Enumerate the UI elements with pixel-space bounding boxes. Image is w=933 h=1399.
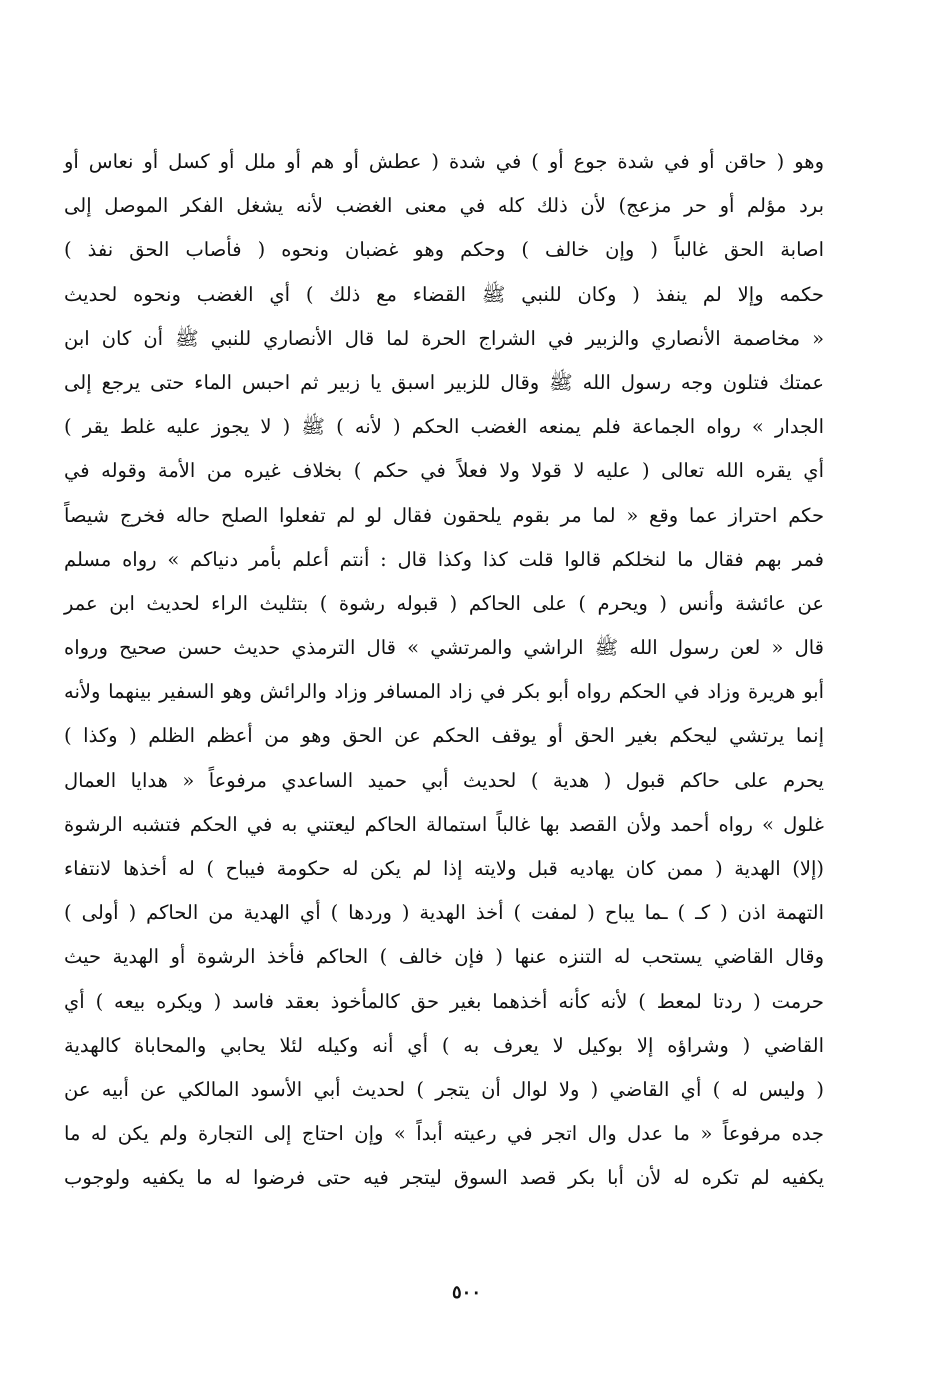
text-line: إنما يرتشي ليحكم بغير الحق أو يوقف الحكم عن الحق وهو من أعظم الظلم ( وكذا ) (64, 724, 824, 748)
text-line: اصابة الحق غالباً ( وإن خالف ) وحكم وهو غضبان ونحوه ( فأصاب الحق نفذ ) (64, 238, 825, 262)
text-line: غلول » رواه أحمد ولأن القصد بها غالباً استمالة الحاكم ليعتني به في الحكم فتشبه الرشوة (64, 812, 824, 836)
text-line: القاضي ( وشراؤه إلا بوكيل لا يعرف به ) أي أنه وكيله لئلا يحابي والمحاباة كالهدية (64, 1033, 824, 1057)
text-line: أي يقره الله تعالى ( عليه لا قولا ولا فعلاً في حكم ) بخلاف غيره من الأمة وقوله في (64, 459, 824, 483)
text-line: حكم احتراز عما وقع « لما مر بقوم يلحقون فقال لو لم تفعلوا الصلح حاله فخرج شيصاً (64, 503, 824, 527)
text-line: حكمه وإلا لم ينفذ ( وكان للنبي ﷺ القضاء مع ذلك ) أي الغضب ونحوه لحديث (64, 282, 824, 306)
text-line: يكفيه لم تكره له لأن أبا بكر قصد السوق ليتجر فيه حتى فرضوا له ما يكفيه ولوجوب (64, 1166, 824, 1190)
text-line: أبو هريرة وزاد في الحكم رواه أبو بكر في زاد المسافر وزاد والرائش وهو السفير بينهما ولأنه (64, 680, 824, 704)
text-line: عن عائشة وأنس ( ويحرم ) على الحاكم ( قبوله رشوة ) بتثليث الراء لحديث ابن عمر (64, 591, 824, 615)
text-line: يحرم على حاكم قبول ( هدية ) لحديث أبي حميد الساعدي مرفوعاً « هدايا العمال (64, 768, 824, 792)
text-line: فمر بهم فقال ما لنخلكم قالوا قلت كذا وكذا قال : أنتم أعلم بأمر دنياكم » رواه مسلم (64, 547, 824, 571)
text-line: « مخاصمة الأنصاري والزبير في الشراج الحرة لما قال الأنصاري للنبي ﷺ أن كان ابن (64, 326, 824, 350)
text-line: برد مؤلم أو حر مزعج) لأن ذلك كله في معنى الغضب لأنه يشغل الفكر الموصل إلى (64, 194, 824, 218)
body-text (64, 140, 824, 1201)
text-line: عمتك فتلون وجه رسول الله ﷺ وقال للزبير اسبق يا زبير ثم احبس الماء حتى يرجع إلى (64, 370, 824, 394)
text-line: (إلا) الهدية ( ممن كان يهاديه قبل ولايته إذا لم يكن له حكومة فيباح ) له أخذها لانتفاء (64, 857, 824, 880)
text-line: وهو ( حاقن أو في شدة جوع أو ) في شدة ( عطش أو هم أو ملل أو كسل أو نعاس أو (64, 150, 824, 173)
text-line: ( وليس له ) أي القاضي ( ولا لوال أن يتجر ) لحديث أبي الأسود المالكي عن أبيه عن (64, 1077, 824, 1101)
text-line: جده مرفوعاً « ما عدل وال اتجر في رعيته أبداً » وإن احتاج إلى التجارة ولم يكن له ما (64, 1122, 824, 1146)
text-line: قال « لعن رسول الله ﷺ الراشي والمرتشي » قال الترمذي حديث حسن صحيح ورواه (64, 636, 824, 660)
page-number: ٥٠٠ (451, 1282, 481, 1303)
text-line: التهمة اذن ( كـ ) ـما يباح ( لمفت ) أخذ الهدية ( وردها ) أي الهدية من الحاكم ( أولى ) (64, 901, 824, 925)
text-line: الجدار » رواه الجماعة فلم يمنعه الغضب الحكم ( لأنه ) ﷺ ( لا يجوز عليه غلط يقر ) (64, 415, 824, 439)
text-line: حرمت ( ردتا لمعط ) لأنه كأنه أخذهما بغير حق كالمأخوذ بعقد فاسد ( ويكره بيعه ) أي (64, 989, 824, 1013)
text-line: وقال القاضي يستحب له التنزه عنها ( فإن خالف ) الحاكم فأخذ الرشوة أو الهدية حيث (64, 945, 824, 969)
